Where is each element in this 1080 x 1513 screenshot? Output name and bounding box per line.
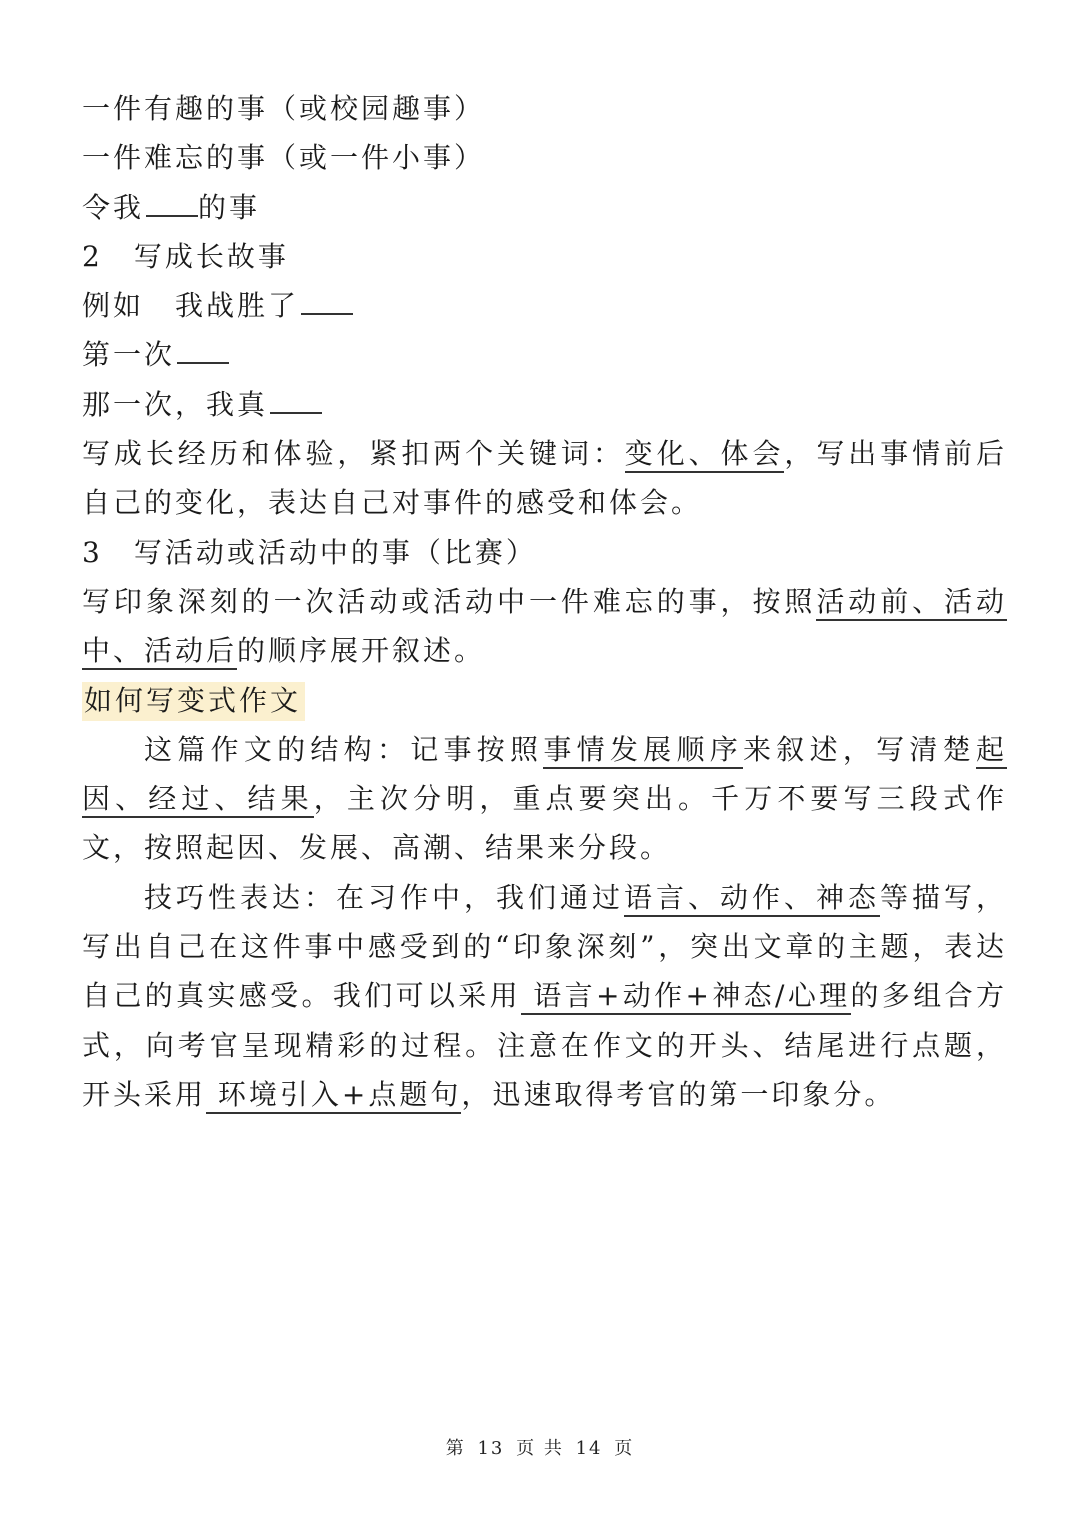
text-segment: 的多组合方式，向考官呈现精彩的过程。注意在作文的开头、结尾进行点题，开头采用 — [82, 979, 1007, 1111]
highlighted-title: 如何写变式作文 — [82, 682, 305, 721]
technique-paragraph — [82, 873, 1007, 1119]
example-line-1-text: 例如 我战胜了 — [82, 289, 300, 323]
text-segment: ，写出事情前后自己的变化，表达自己对事件的感受和体会。 — [82, 437, 1007, 520]
underlined-keyword: 事情发展顺序 — [543, 733, 743, 769]
growth-paragraph — [82, 429, 1007, 528]
underlined-keyword: 起因、经过、结果 — [82, 733, 1007, 818]
total-page-count: 14 — [575, 1438, 603, 1459]
fill-blank — [270, 390, 322, 414]
text-segment: 写成长经历和体验，紧扣两个关键词： — [82, 437, 625, 471]
section-heading-3: 3 写活动或活动中的事（比赛） — [82, 535, 537, 569]
text-segment: 这篇作文的结构：记事按照 — [144, 732, 544, 766]
underlined-keyword: 环境引入+点题句 — [206, 1078, 461, 1114]
text-segment: 写印象深刻的一次活动或活动中一件难忘的事，按照 — [82, 584, 817, 618]
topic-line-3-start: 令我 — [82, 190, 145, 224]
underlined-keyword: 活动前、活动中、活动后 — [82, 585, 1007, 670]
underlined-keyword: 语言、动作、神态 — [624, 881, 880, 917]
document-body — [82, 84, 1007, 1119]
fill-blank — [146, 193, 198, 217]
example-line-3-text: 那一次，我真 — [82, 387, 269, 421]
example-line-2-text: 第一次 — [82, 338, 176, 372]
page-footer — [0, 1434, 1080, 1460]
underlined-keyword: 语言+动作+神态/心理 — [521, 979, 851, 1015]
text-segment: 等描写，写出自己在这件事中感受到的“印象深刻”，突出文章的主题，表达自己的真实感受。我们可以采用 — [82, 880, 1007, 1013]
text-segment: 来叙述，写清楚 — [743, 732, 976, 766]
current-page-number: 13 — [477, 1438, 505, 1459]
footer-prefix: 第 — [445, 1438, 466, 1459]
topic-line-1: 一件有趣的事（或校园趣事） — [82, 92, 486, 125]
topic-line-3-end: 的事 — [198, 190, 261, 224]
structure-paragraph — [82, 725, 1007, 873]
topic-line-3 — [82, 183, 1007, 232]
topic-line-2: 一件难忘的事（或一件小事） — [82, 141, 486, 175]
text-segment: 技巧性表达：在习作中，我们通过 — [144, 880, 624, 914]
text-segment: ，主次分明，重点要突出。千万不要写三段式作文，按照起因、发展、高潮、结果来分段。 — [82, 782, 1007, 865]
activity-paragraph — [82, 577, 1007, 676]
section-heading-2: 2 写成长故事 — [82, 239, 289, 273]
underlined-keyword: 变化、体会 — [625, 437, 785, 473]
fill-blank — [177, 340, 229, 364]
example-line-2 — [82, 330, 1007, 379]
fill-blank — [301, 291, 353, 315]
example-line-1 — [82, 281, 1007, 330]
text-segment: ，迅速取得考官的第一印象分。 — [461, 1077, 896, 1111]
section-title — [82, 676, 1007, 725]
footer-suffix: 页 — [614, 1438, 635, 1459]
footer-middle: 页 共 — [516, 1438, 564, 1459]
example-line-3 — [82, 380, 1007, 429]
text-segment: 的顺序展开叙述。 — [237, 634, 486, 668]
